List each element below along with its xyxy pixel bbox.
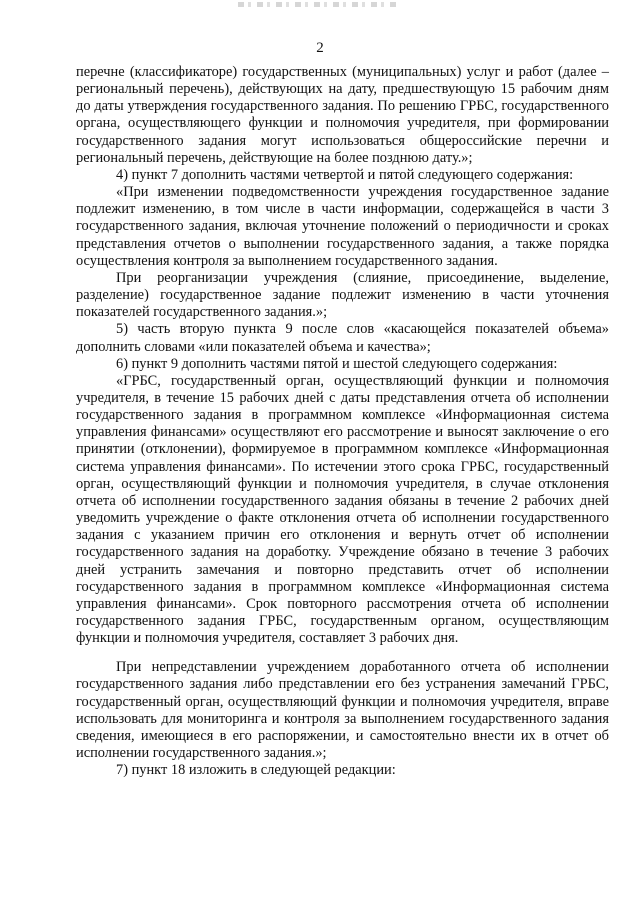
paragraph-item-7: 7) пункт 18 изложить в следующей редакции: bbox=[116, 762, 396, 779]
paragraph-item-6: 6) пункт 9 дополнить частями пятой и шестой следующего содержания: bbox=[116, 355, 558, 372]
paragraph-quote-subordination: «При изменении подведомственности учреждения государственное задание подлежит изменению, в том числе в части информации, содержащейся в части 3 государственного задания, включая уточнение положений о периодичности и сроках представления отчетов о выполнении государственного задания, а также порядка осуществления контроля за выполнением государственного задания. bbox=[76, 184, 609, 269]
paragraph-non-submission: При непредставлении учреждением доработанного отчета об исполнении государственного задания либо представлении его без устранения замечаний ГРБС, государственный орган, осуществляющий функции и полномочия учредителя, вправе использовать для мониторинга и контроля за выполнением государственного задания сведения, имеющиеся в его распоряжении, и самостоятельно внести их в отчет об исполнении государственного задания.»; bbox=[76, 659, 609, 762]
document-body bbox=[76, 64, 609, 779]
paragraph-reorganization: При реорганизации учреждения (слияние, присоединение, выделение, разделение) государственное задание подлежит изменению в части уточнения показателей государственного задания.»; bbox=[76, 269, 609, 321]
paragraph-item-5: 5) часть вторую пункта 9 после слов «касающейся показателей объема» дополнить словами «или показателей объема и качества»; bbox=[76, 321, 609, 355]
scan-artifact bbox=[238, 2, 398, 7]
paragraph-report-review: «ГРБС, государственный орган, осуществляющий функции и полномочия учредителя, в течение 15 рабочих дней с даты представления отчета об исполнении государственного задания в программном комплексе «Информационная система управления финансами» осуществляют его рассмотрение и выносят заключение о его принятии (отклонении), формируемое в программном комплексе «Информационная система управления финансами». По истечении этого срока ГРБС, государственный орган, осуществляющий функции и полномочия учредителя, в случае отклонения отчета об исполнении государственного задания обязаны в течение 2 рабочих дней уведомить учреждение о факте отклонения отчета об исполнении государственного задания с указанием причин его отклонения и вернуть отчет об исполнении государственного задания на доработку. Учреждение обязано в течение 3 рабочих дней устранить замечания и повторно представить отчет об исполнении государственного задания в программном комплексе «Информационная система управления финансами». Срок повторного рассмотрения отчета об исполнении государственного задания ГРБС, государственным органом, осуществляющим функции и полномочия учредителя, составляет 3 рабочих дня. bbox=[76, 372, 609, 647]
paragraph-continuation: перечне (классификаторе) государственных (муниципальных) услуг и работ (далее – региональный перечень), действующих на дату, предшествующую 15 рабочим дням до даты утверждения государственного задания. По решению ГРБС, государственного органа, осуществляющего функции и полномочия учредителя, при формировании государственного задания могут использоваться общероссийские перечни и региональный перечень, действующие на более позднюю дату.»; bbox=[76, 64, 609, 166]
paragraph-item-4: 4) пункт 7 дополнить частями четвертой и пятой следующего содержания: bbox=[116, 166, 574, 183]
page-number: 2 bbox=[316, 40, 324, 56]
